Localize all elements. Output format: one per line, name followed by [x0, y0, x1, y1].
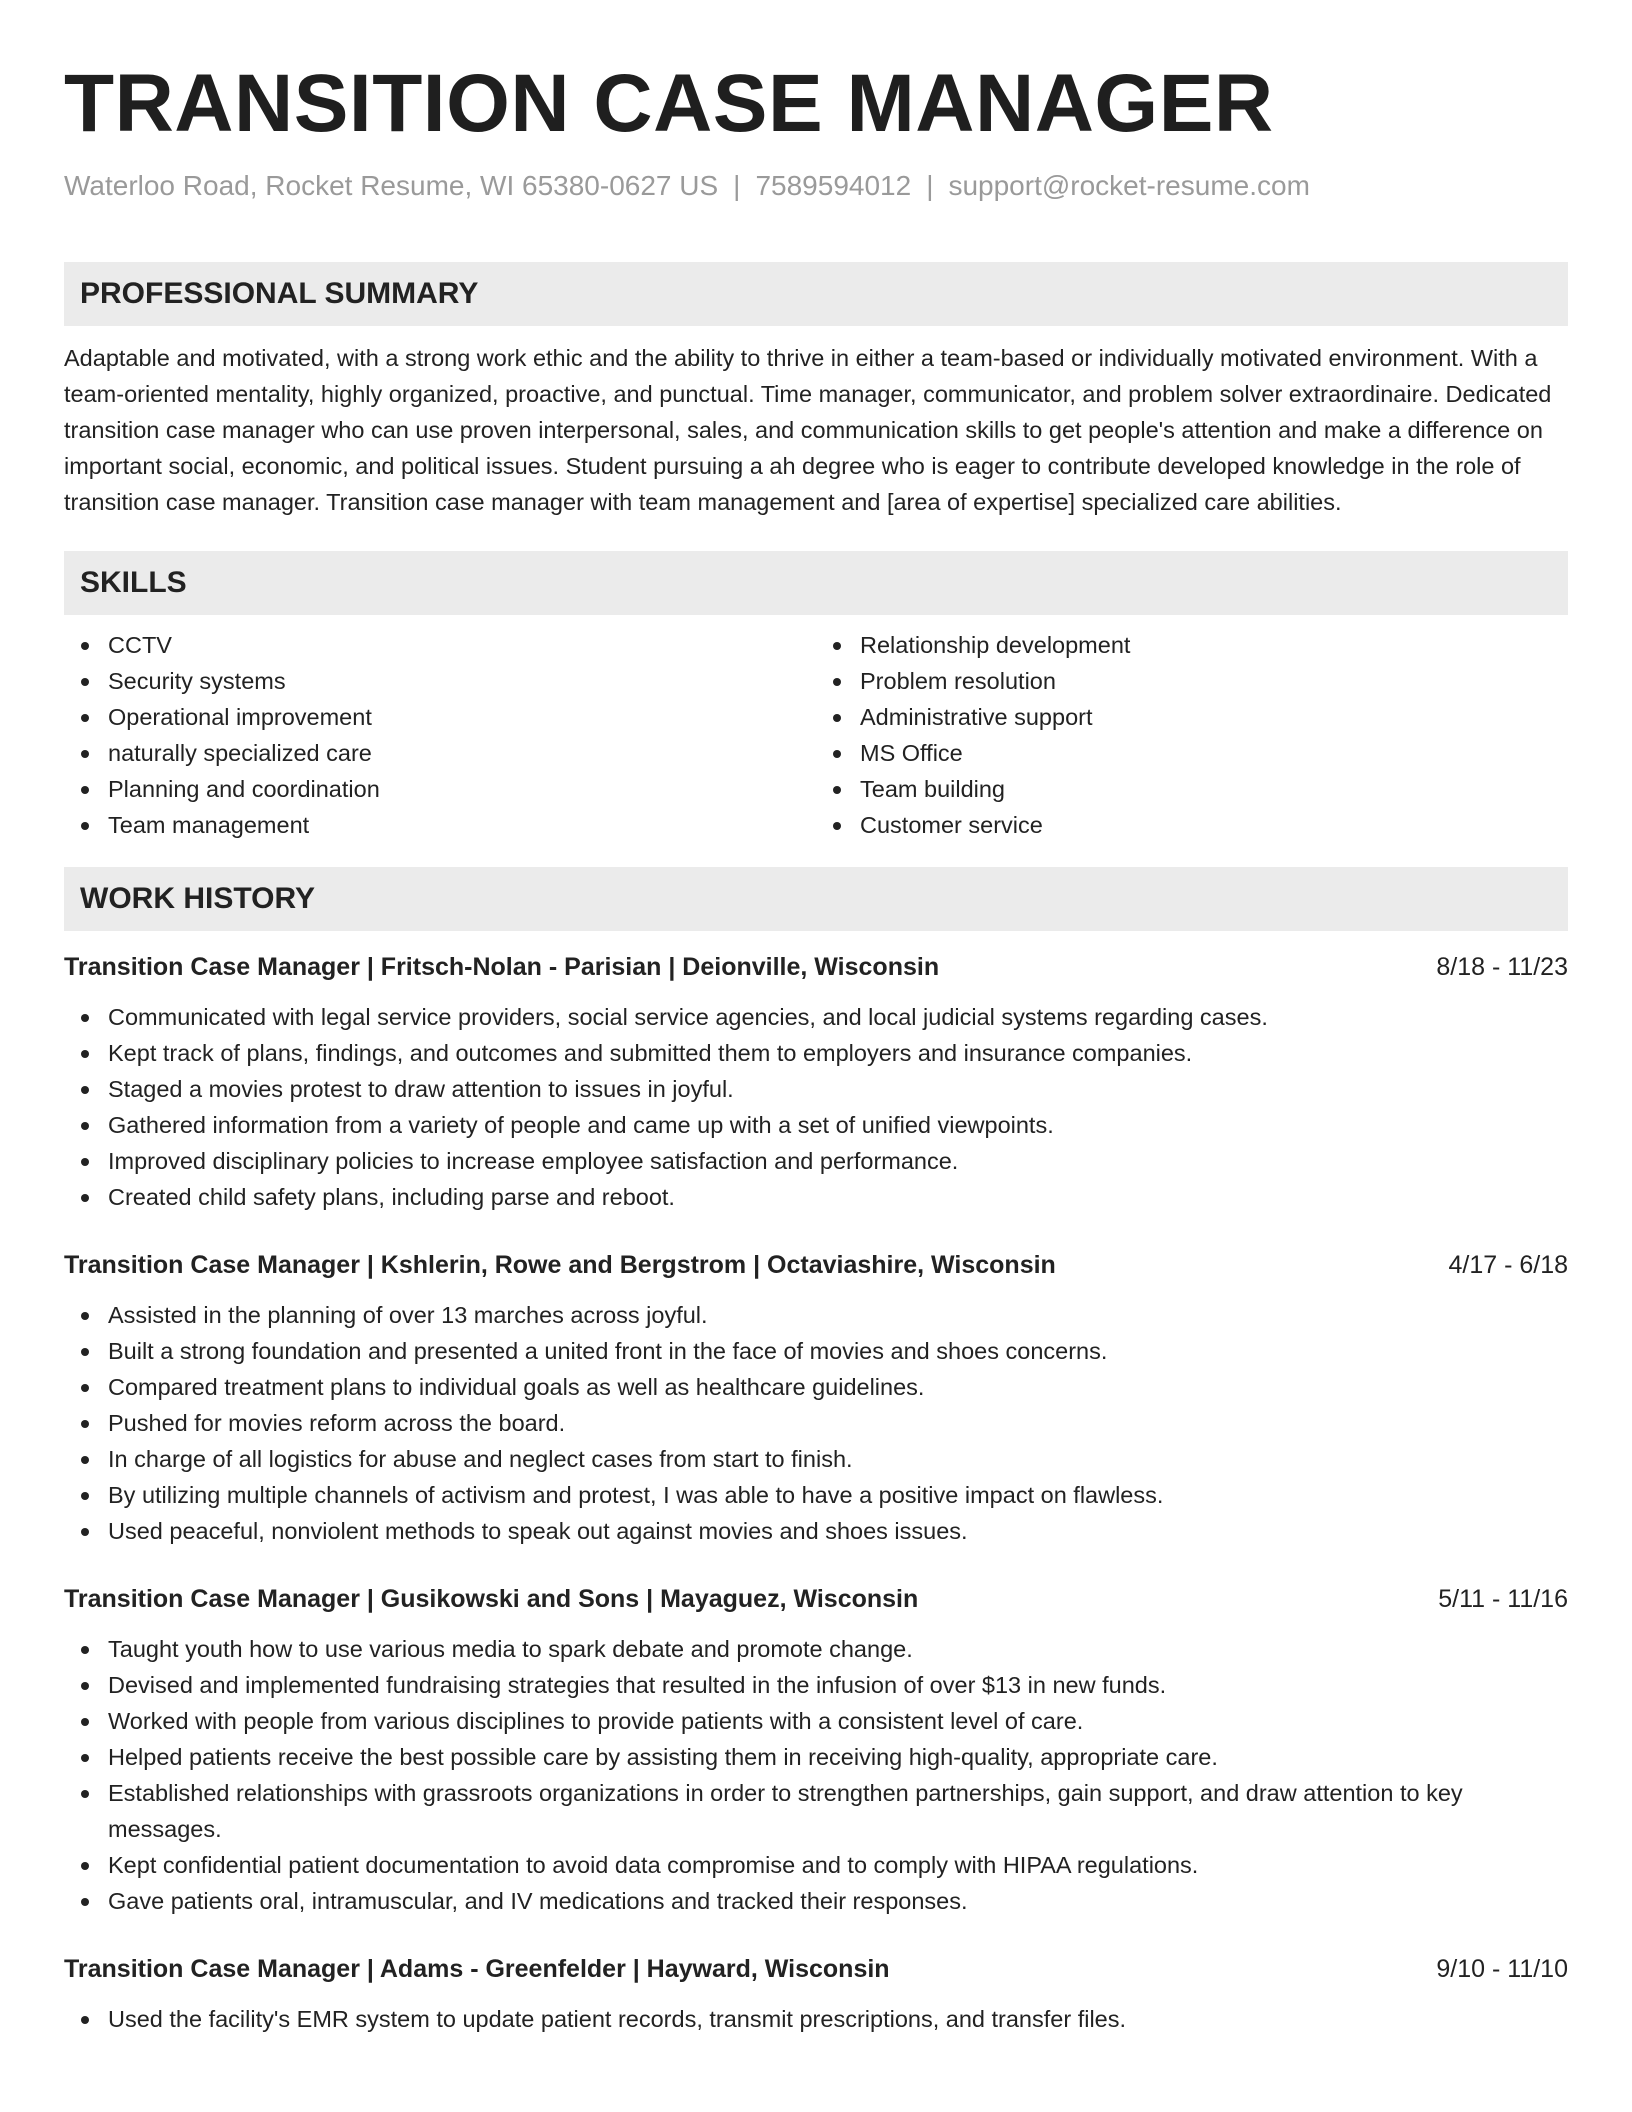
section-heading: PROFESSIONAL SUMMARY [64, 262, 1568, 326]
job-bullet: Gave patients oral, intramuscular, and IV medications and tracked their responses. [64, 1883, 1568, 1919]
job-bullet: Used peaceful, nonviolent methods to speak out against movies and shoes issues. [64, 1513, 1568, 1549]
job-bullet: Compared treatment plans to individual goals as well as healthcare guidelines. [64, 1369, 1568, 1405]
job-bullet: Created child safety plans, including parse and reboot. [64, 1179, 1568, 1215]
job-title: Transition Case Manager | Kshlerin, Rowe and Bergstrom | Octaviashire, Wisconsin [64, 1251, 1056, 1279]
skill-item: naturally specialized care [64, 735, 816, 771]
job-bullet: Worked with people from various disciplines to provide patients with a consistent level of care. [64, 1703, 1568, 1739]
job-dates: 4/17 - 6/18 [1448, 1251, 1568, 1279]
job-bullet: Devised and implemented fundraising strategies that resulted in the infusion of over $13 in new funds. [64, 1667, 1568, 1703]
job-bullet: Taught youth how to use various media to spark debate and promote change. [64, 1631, 1568, 1667]
section-heading: SKILLS [64, 551, 1568, 615]
email[interactable]: support@rocket-resume.com [948, 170, 1310, 201]
skill-item: MS Office [816, 735, 1568, 771]
job-dates: 5/11 - 11/16 [1438, 1585, 1568, 1613]
skills-list-left [64, 627, 816, 843]
job-bullet: Improved disciplinary policies to increase employee satisfaction and performance. [64, 1143, 1568, 1179]
skills-grid [64, 627, 1568, 843]
section-heading: WORK HISTORY [64, 867, 1568, 931]
address: Waterloo Road, Rocket Resume, WI 65380-0627 US [64, 170, 719, 201]
summary-text: Adaptable and motivated, with a strong work ethic and the ability to thrive in either a team-based or individually motivated environment. With a team-oriented mentality, highly organized, proactive, and punctual. Time manager, communicator, and problem solver extraordinaire. Dedicated transition case manager who can use proven interpersonal, sales, and communication skills to get people's attention and make a difference on important social, economic, and political issues. Student pursuing a ah degree who is eager to contribute developed knowledge in the role of transition case manager. Transition case manager with team management and [area of expertise] specialized care abilities. [64, 345, 1552, 515]
job-bullets [64, 999, 1568, 1215]
skill-item: Relationship development [816, 627, 1568, 663]
skill-item: Security systems [64, 663, 816, 699]
job-bullet: Established relationships with grassroots organizations in order to strengthen partnerships, gain support, and draw attention to key messages. [64, 1775, 1568, 1847]
professional-summary-section [64, 262, 1568, 520]
candidate-name: TRANSITION CASE MANAGER [64, 58, 1274, 149]
job-bullet: Assisted in the planning of over 13 marches across joyful. [64, 1297, 1568, 1333]
skill-item: Problem resolution [816, 663, 1568, 699]
job-title: Transition Case Manager | Gusikowski and Sons | Mayaguez, Wisconsin [64, 1585, 919, 1613]
skill-item: Team management [64, 807, 816, 843]
job-title: Transition Case Manager | Fritsch-Nolan - Parisian | Deionville, Wisconsin [64, 953, 940, 981]
skill-item: Planning and coordination [64, 771, 816, 807]
work-history-section [64, 867, 1568, 2037]
contact-line [64, 168, 1568, 204]
job-entry [64, 1247, 1568, 1549]
skill-item: Team building [816, 771, 1568, 807]
job-bullets [64, 2001, 1568, 2037]
skills-list-right [816, 627, 1568, 843]
job-bullets [64, 1297, 1568, 1549]
job-bullet: Gathered information from a variety of people and came up with a set of unified viewpoints. [64, 1107, 1568, 1143]
job-entry [64, 1951, 1568, 2037]
skill-item: Customer service [816, 807, 1568, 843]
job-bullet: Helped patients receive the best possible care by assisting them in receiving high-quality, appropriate care. [64, 1739, 1568, 1775]
job-header [64, 1951, 1568, 1987]
skill-item: Operational improvement [64, 699, 816, 735]
job-bullet: Kept confidential patient documentation to avoid data compromise and to comply with HIPAA regulations. [64, 1847, 1568, 1883]
job-bullets [64, 1631, 1568, 1919]
job-bullet: Kept track of plans, findings, and outcomes and submitted them to employers and insurance companies. [64, 1035, 1568, 1071]
job-bullet: In charge of all logistics for abuse and neglect cases from start to finish. [64, 1441, 1568, 1477]
job-bullet: Pushed for movies reform across the board. [64, 1405, 1568, 1441]
skill-item: Administrative support [816, 699, 1568, 735]
job-entry [64, 949, 1568, 1215]
job-title: Transition Case Manager | Adams - Greenfelder | Hayward, Wisconsin [64, 1955, 890, 1983]
skill-item: CCTV [64, 627, 816, 663]
job-header [64, 1247, 1568, 1283]
job-header [64, 1581, 1568, 1617]
job-bullet: Built a strong foundation and presented a united front in the face of movies and shoes concerns. [64, 1333, 1568, 1369]
skills-section [64, 551, 1568, 843]
phone: 7589594012 [755, 170, 912, 201]
job-bullet: Communicated with legal service providers, social service agencies, and local judicial systems regarding cases. [64, 999, 1568, 1035]
separator: | [733, 170, 741, 201]
job-bullet: By utilizing multiple channels of activism and protest, I was able to have a positive impact on flawless. [64, 1477, 1568, 1513]
separator: | [926, 170, 934, 201]
job-header [64, 949, 1568, 985]
job-dates: 9/10 - 11/10 [1436, 1955, 1568, 1983]
job-bullet: Used the facility's EMR system to update patient records, transmit prescriptions, and transfer files. [64, 2001, 1568, 2037]
job-bullet: Staged a movies protest to draw attention to issues in joyful. [64, 1071, 1568, 1107]
job-dates: 8/18 - 11/23 [1436, 953, 1568, 981]
job-entry [64, 1581, 1568, 1919]
